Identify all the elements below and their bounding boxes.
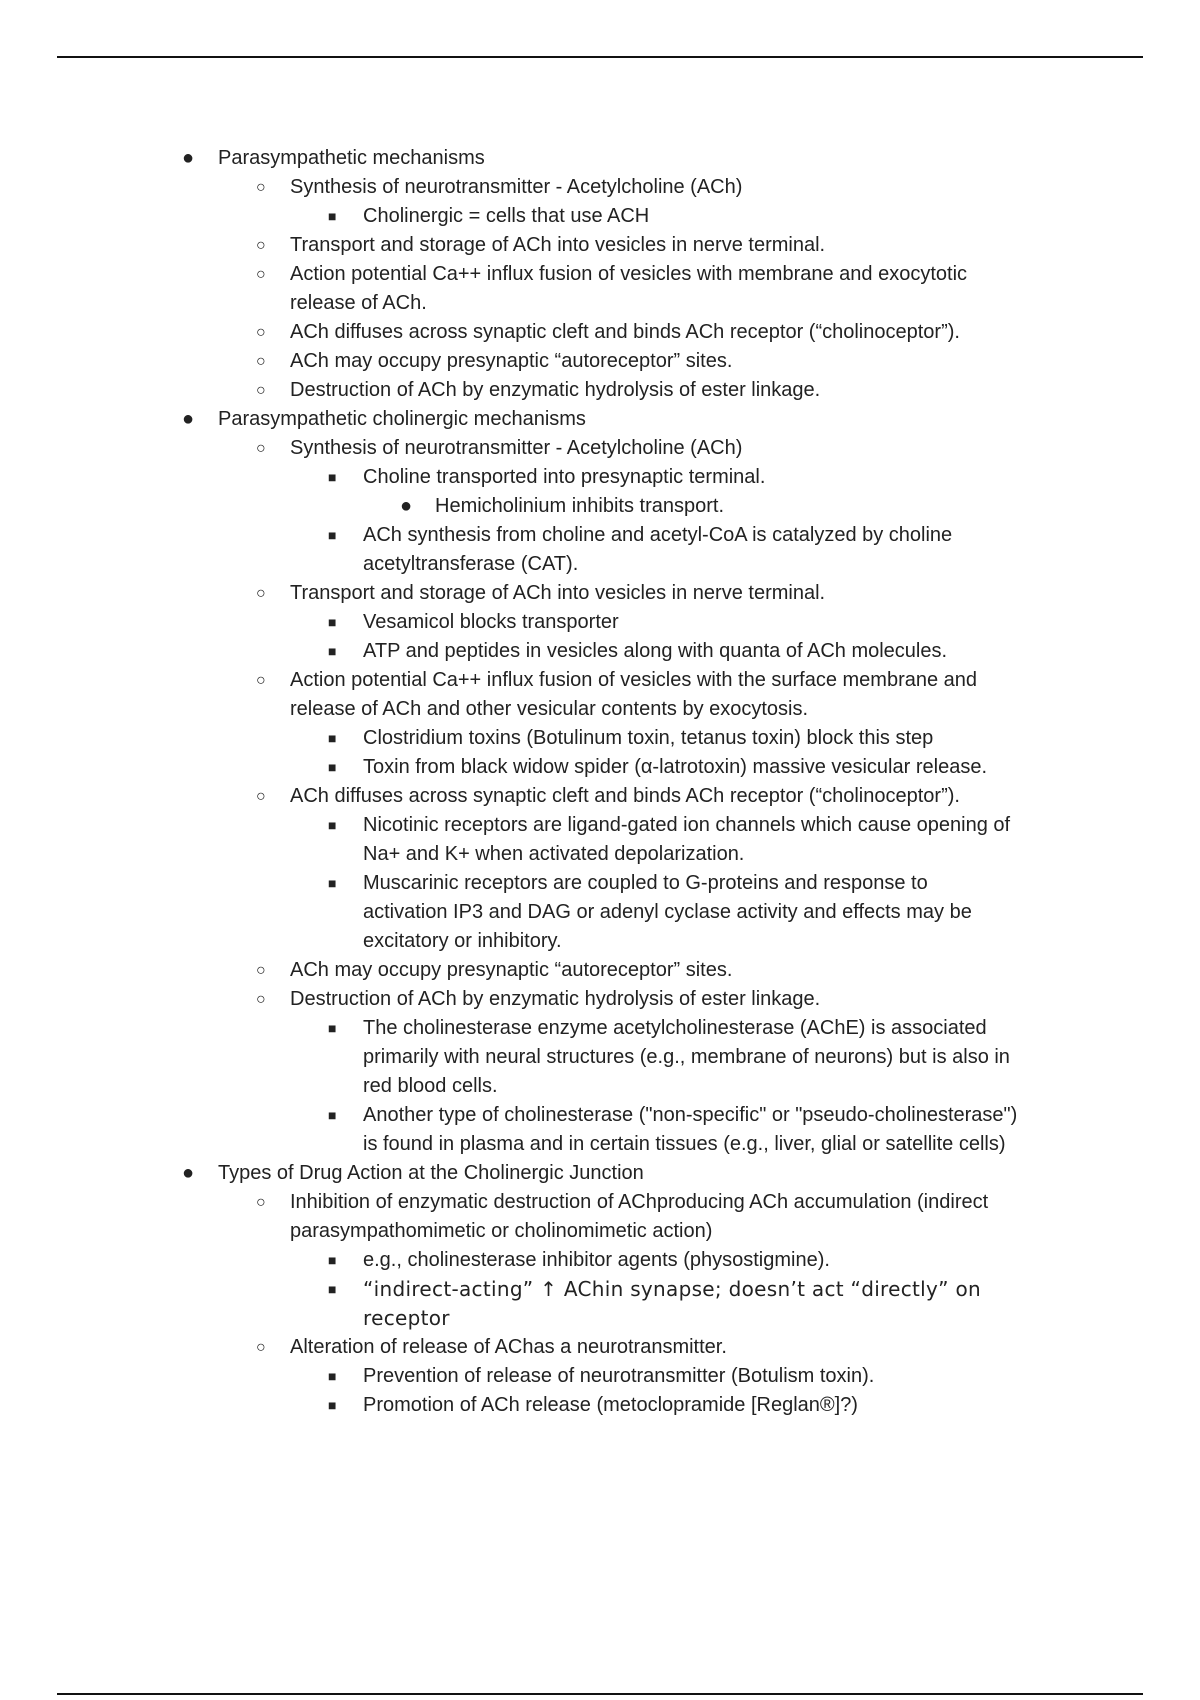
list-item: ■ Promotion of ACh release (metoclopramide [Reglan®]?) — [0, 1391, 1200, 1420]
bullet-l2: ○ — [256, 991, 266, 1008]
bullet-l2: ○ — [256, 266, 266, 283]
list-item: ● Parasympathetic cholinergic mechanisms — [0, 405, 1200, 434]
list-item-continuation: activation IP3 and DAG or adenyl cyclase activity and effects may be — [363, 901, 972, 923]
footer-rule — [57, 1693, 1143, 1695]
list-item: ■ ATP and peptides in vesicles along with quanta of ACh molecules. — [0, 637, 1200, 666]
bullet-l2: ○ — [256, 962, 266, 979]
list-item: ■ Another type of cholinesterase ("non-specific" or "pseudo-cholinesterase") — [0, 1101, 1200, 1130]
bullet-l1: ● — [182, 1162, 195, 1184]
list-item: ○ ACh may occupy presynaptic “autoreceptor” sites. — [0, 347, 1200, 376]
list-item: ■ Choline transported into presynaptic terminal. — [0, 463, 1200, 492]
bullet-l3: ■ — [328, 527, 337, 543]
list-item: ○ ACh diffuses across synaptic cleft and binds ACh receptor (“cholinoceptor”). — [0, 318, 1200, 347]
bullet-l2: ○ — [256, 788, 266, 805]
list-item: ■ ACh synthesis from choline and acetyl-CoA is catalyzed by choline — [0, 521, 1200, 550]
bullet-l3: ■ — [328, 1107, 337, 1123]
list-item-continuation: primarily with neural structures (e.g., membrane of neurons) but is also in — [363, 1046, 1010, 1068]
list-item-continuation: is found in plasma and in certain tissues (e.g., liver, glial or satellite cells) — [363, 1133, 1006, 1155]
bullet-l2: ○ — [256, 179, 266, 196]
list-item-continuation: excitatory or inhibitory. — [363, 930, 562, 952]
bullet-l3: ■ — [328, 469, 337, 485]
list-item: ■ Nicotinic receptors are ligand-gated ion channels which cause opening of — [0, 811, 1200, 840]
list-item: ○ Synthesis of neurotransmitter - Acetylcholine (ACh) — [0, 434, 1200, 463]
bullet-l2: ○ — [256, 324, 266, 341]
bullet-l3: ■ — [328, 643, 337, 659]
bullet-l3: ■ — [328, 875, 337, 891]
bullet-l2: ○ — [256, 1339, 266, 1356]
list-item: ■ Toxin from black widow spider (α-latrotoxin) massive vesicular release. — [0, 753, 1200, 782]
bullet-l3: ■ — [328, 1397, 337, 1413]
list-item: ■ Vesamicol blocks transporter — [0, 608, 1200, 637]
list-item-continuation: receptor — [363, 1306, 450, 1330]
list-item: ■ “indirect-acting” ↑ AChin synapse; doesn’t act “directly” on — [0, 1275, 1200, 1304]
list-item-continuation: release of ACh and other vesicular contents by exocytosis. — [290, 698, 809, 720]
list-item: ○ Inhibition of enzymatic destruction of AChproducing ACh accumulation (indirect — [0, 1188, 1200, 1217]
bullet-l2: ○ — [256, 382, 266, 399]
list-item: ■ Muscarinic receptors are coupled to G-proteins and response to — [0, 869, 1200, 898]
list-item-continuation: red blood cells. — [363, 1075, 498, 1097]
list-item: ■ Prevention of release of neurotransmitter (Botulism toxin). — [0, 1362, 1200, 1391]
list-item: ● Types of Drug Action at the Cholinergic Junction — [0, 1159, 1200, 1188]
list-item: ○ Action potential Ca++ influx fusion of vesicles with the surface membrane and — [0, 666, 1200, 695]
bullet-l1: ● — [182, 147, 195, 169]
bullet-l3: ■ — [328, 1020, 337, 1036]
bullet-l2: ○ — [256, 585, 266, 602]
bullet-l2: ○ — [256, 237, 266, 254]
list-item-continuation: release of ACh. — [290, 292, 427, 314]
list-item-continuation: Na+ and K+ when activated depolarization. — [363, 843, 745, 865]
bullet-l1: ● — [182, 408, 195, 430]
list-item: ■ The cholinesterase enzyme acetylcholinesterase (AChE) is associated — [0, 1014, 1200, 1043]
list-item: ○ Transport and storage of ACh into vesicles in nerve terminal. — [0, 231, 1200, 260]
list-item: ○ Destruction of ACh by enzymatic hydrolysis of ester linkage. — [0, 376, 1200, 405]
bullet-l2: ○ — [256, 1194, 266, 1211]
list-item: ○ Alteration of release of AChas a neurotransmitter. — [0, 1333, 1200, 1362]
bullet-l3: ■ — [328, 1281, 337, 1297]
bullet-l2: ○ — [256, 440, 266, 457]
bullet-l3: ■ — [328, 614, 337, 630]
list-item: ○ Action potential Ca++ influx fusion of vesicles with membrane and exocytotic — [0, 260, 1200, 289]
bullet-l3: ■ — [328, 208, 337, 224]
bullet-l2: ○ — [256, 353, 266, 370]
list-item: ■ Cholinergic = cells that use ACH — [0, 202, 1200, 231]
bullet-l4: ● — [400, 495, 413, 517]
bullet-l3: ■ — [328, 1368, 337, 1384]
list-item: ○ Synthesis of neurotransmitter - Acetylcholine (ACh) — [0, 173, 1200, 202]
bullet-l3: ■ — [328, 759, 337, 775]
list-item: ○ ACh diffuses across synaptic cleft and binds ACh receptor (“cholinoceptor”). — [0, 782, 1200, 811]
bullet-l2: ○ — [256, 672, 266, 689]
list-item-continuation: acetyltransferase (CAT). — [363, 553, 579, 575]
bullet-l3: ■ — [328, 730, 337, 746]
list-item: ○ ACh may occupy presynaptic “autoreceptor” sites. — [0, 956, 1200, 985]
list-item: ■ e.g., cholinesterase inhibitor agents (physostigmine). — [0, 1246, 1200, 1275]
list-item: ● Hemicholinium inhibits transport. — [0, 492, 1200, 521]
document-body — [0, 144, 1200, 1420]
list-item-continuation: parasympathomimetic or cholinomimetic action) — [290, 1220, 713, 1242]
list-item: ○ Destruction of ACh by enzymatic hydrolysis of ester linkage. — [0, 985, 1200, 1014]
bullet-l3: ■ — [328, 1252, 337, 1268]
list-item: ■ Clostridium toxins (Botulinum toxin, tetanus toxin) block this step — [0, 724, 1200, 753]
list-item: ○ Transport and storage of ACh into vesicles in nerve terminal. — [0, 579, 1200, 608]
list-item: ● Parasympathetic mechanisms — [0, 144, 1200, 173]
header-rule — [57, 56, 1143, 58]
bullet-l3: ■ — [328, 817, 337, 833]
